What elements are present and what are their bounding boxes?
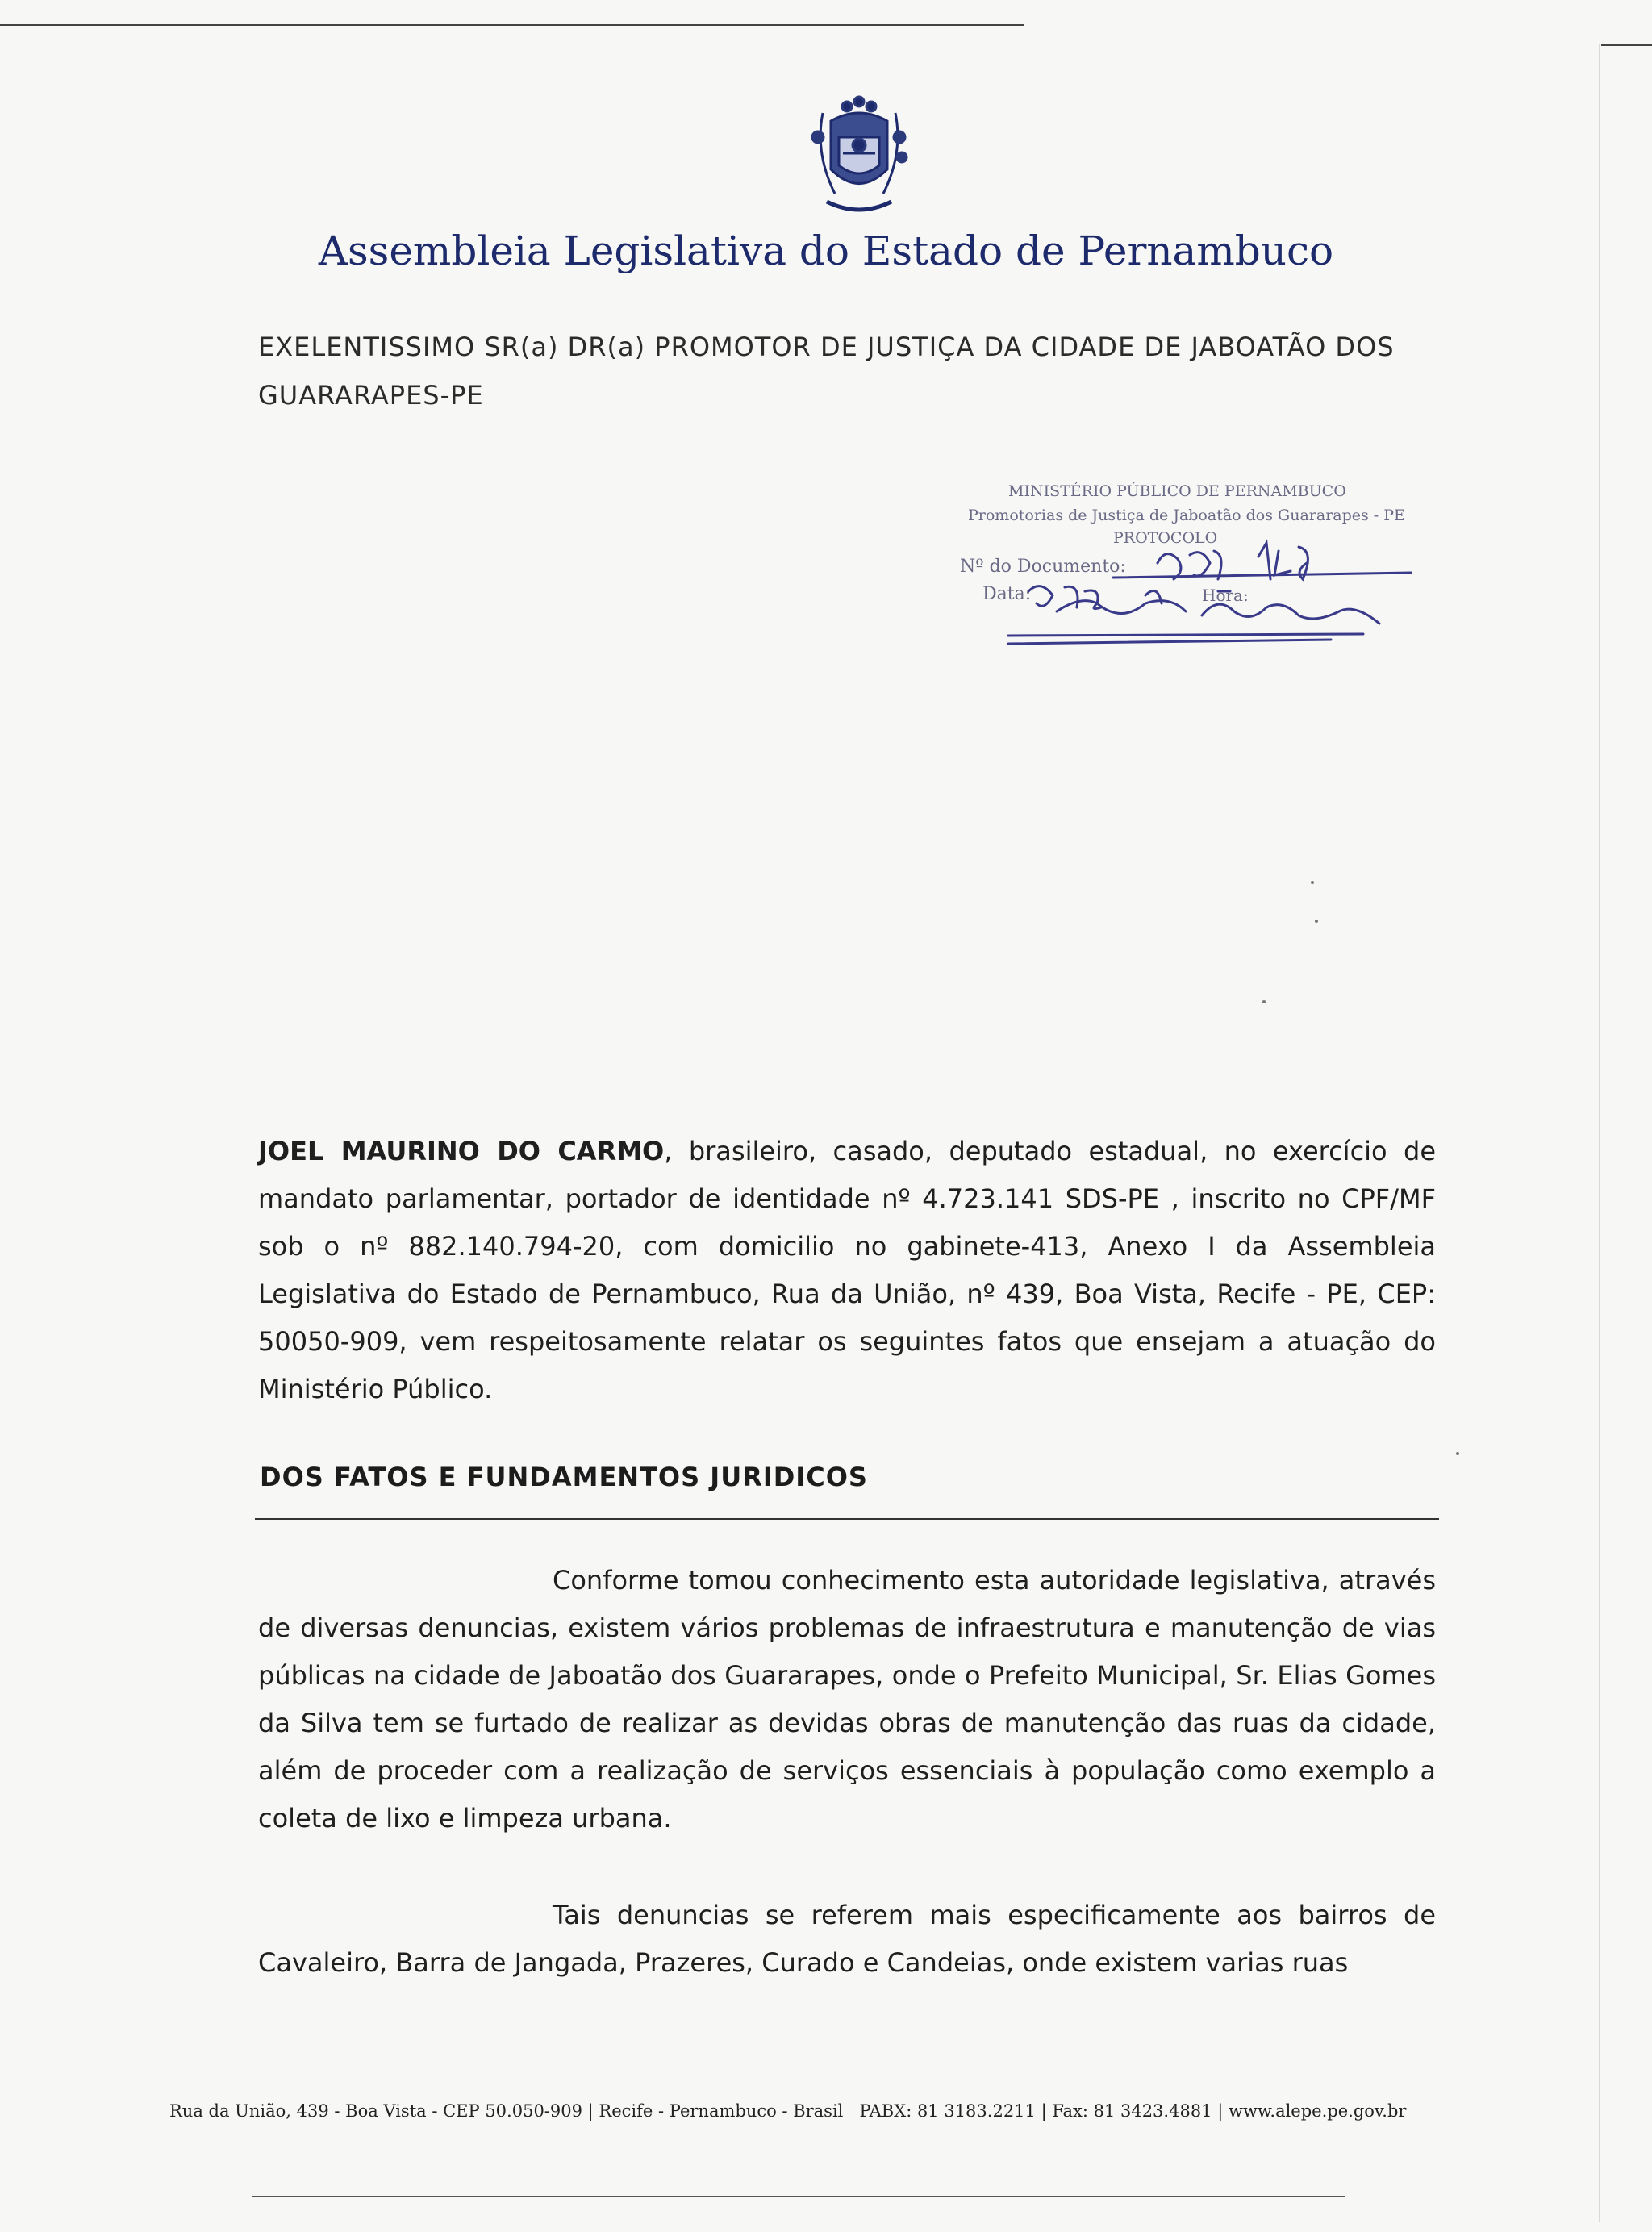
stamp-hour-label: Hora: — [1202, 586, 1249, 605]
paragraph-facts — [258, 1557, 1436, 1842]
paragraph-facts-text: Conforme tomou conhecimento esta autoridade legislativa, através de diversas denuncias, existem vários problemas de infraestrutura e manutenção de vias públicas na cidade de Jaboatão dos Guararapes, onde o Prefeito Municipal, Sr. Elias Gomes da Silva tem se furtado de realizar as devidas obras de manutenção das ruas da cidade, além de proceder com a realização de serviços essenciais à população como exemplo a coleta de lixo e limpeza urbana. — [258, 1565, 1436, 1834]
stamp-line-3: PROTOCOLO — [1113, 529, 1218, 547]
coat-of-arms-icon — [799, 89, 920, 226]
stamp-line-1: MINISTÉRIO PÚBLICO DE PERNAMBUCO — [1008, 482, 1346, 500]
section-heading: DOS FATOS E FUNDAMENTOS JURIDICOS — [260, 1462, 868, 1492]
scan-speck — [1456, 1452, 1459, 1455]
institution-title: Assembleia Legislativa do Estado de Pernambuco — [318, 227, 1334, 274]
right-border-line — [1601, 44, 1652, 46]
scan-speck — [1262, 1000, 1266, 1003]
protocol-stamp — [960, 482, 1412, 652]
intro-paragraph — [258, 1128, 1436, 1413]
scan-speck — [1311, 881, 1314, 884]
footer-contacts: PABX: 81 3183.2211 | Fax: 81 3423.4881 | www.alepe.pe.gov.br — [859, 2101, 1407, 2121]
stamp-date-label: Data: — [982, 584, 1032, 604]
petitioner-name: JOEL MAURINO DO CARMO — [258, 1136, 665, 1166]
footer-address: Rua da União, 439 - Boa Vista - CEP 50.050-909 | Recife - Pernambuco - Brasil — [169, 2101, 844, 2121]
top-border-line — [0, 24, 1024, 26]
page-edge — [1599, 44, 1600, 2222]
paragraph-neighborhoods — [258, 1892, 1436, 1987]
addressee-line: EXELENTISSIMO SR(a) DR(a) PROMOTOR DE JUSTIÇA DA CIDADE DE JABOATÃO DOS GUARARAPES-PE — [258, 332, 1395, 411]
intro-text: , brasileiro, casado, deputado estadual, no exercício de mandato parlamentar, portador de identidade nº 4.723.141 SDS-PE , inscrito no CPF/MF sob o nº 882.140.794-20, com domicilio no gabinete-413, Anexo I da Assembleia Legislativa do Estado de Pernambuco, Rua da União, nº 439, Boa Vista, Recife - PE, CEP: 50050-909, vem respeitosamente relatar os seguintes fatos que ensejam a atuação do Ministério Público. — [258, 1136, 1437, 1404]
page-footer — [169, 2101, 1428, 2121]
handwritten-signature-icon — [960, 482, 1412, 652]
paragraph-neighborhoods-text: Tais denuncias se referem mais especificamente aos bairros de Cavaleiro, Barra de Jangada, Prazeres, Curado e Candeias, onde existem varias ruas — [258, 1900, 1436, 1978]
section-divider — [255, 1518, 1439, 1520]
footer-divider — [252, 2196, 1345, 2197]
scan-speck — [1315, 920, 1318, 923]
stamp-doc-label: Nº do Documento: — [960, 557, 1126, 577]
stamp-line-2: Promotorias de Justiça de Jaboatão dos Guararapes - PE — [968, 507, 1405, 524]
